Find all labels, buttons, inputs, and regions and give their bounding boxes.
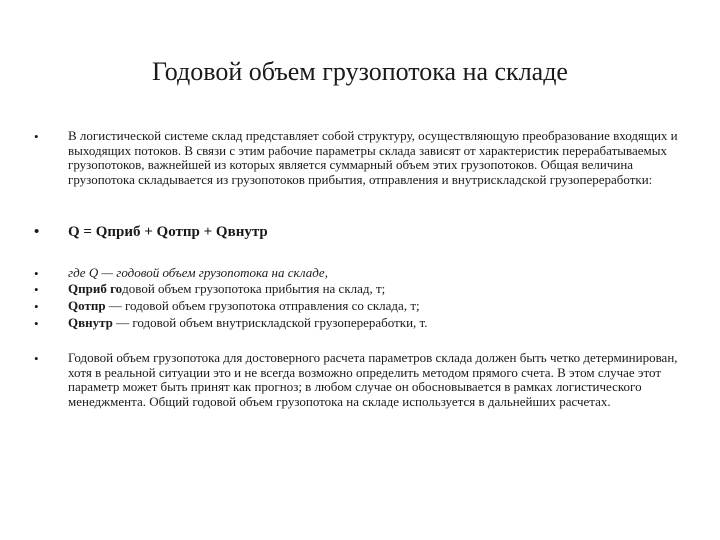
bullet-dot: • xyxy=(34,129,39,144)
definition-rest: довой объем грузопотока прибытия на склад, т; xyxy=(122,281,386,296)
intro-paragraph: В логистической системе склад представляет собой структуру, осуществляющую преобразование входящих и выходящих потоков. В связи с этим рабочие параметры склада зависят от характеристик перерабатываемых грузопотоков, важнейшей из которых является суммарный объем этих грузопотоков. Общая величина грузопотока складывается из грузопотоков прибытия, отправления и внутрискладской грузопереработки: xyxy=(68,128,678,187)
bullet-dot: • xyxy=(34,299,39,314)
bullet-dot: • xyxy=(34,224,40,240)
bullet-intro xyxy=(34,129,684,187)
definition-text xyxy=(68,282,684,297)
bullet-dot: • xyxy=(34,282,39,297)
definition-lead: Qотпр xyxy=(68,298,106,313)
bullet-conclusion xyxy=(34,351,684,409)
bullet-dot: • xyxy=(34,266,39,281)
definition-text xyxy=(68,266,684,281)
conclusion-paragraph: Годовой объем грузопотока для достоверного расчета параметров склада должен быть четко детерминирован, хотя в реальной ситуации это и не всегда возможно определить методом прямого счета. В этом случае этот параметр может быть принят как прогноз; в любом случае он обосновывается в рамках логистического менеджмента. Общий годовой объем грузопотока на складе используется в дальнейших расчетах. xyxy=(68,350,678,409)
bullet-definition-qprib xyxy=(34,282,684,298)
bullet-definition-qotpr xyxy=(34,299,684,315)
definition-text xyxy=(68,316,684,331)
bullet-definition-qvnutr xyxy=(34,316,684,332)
bullet-dot: • xyxy=(34,316,39,331)
slide-title: Годовой объем грузопотока на складе xyxy=(152,57,568,86)
definition-rest: — годовой объем внутрискладской грузопереработки, т. xyxy=(112,315,428,330)
bullet-dot: • xyxy=(34,351,39,366)
definition-rest: — годовой объем грузопотока отправления со склада, т; xyxy=(105,298,420,313)
bullet-definition-q xyxy=(34,266,684,282)
definition-lead: Qвнутр xyxy=(68,315,113,330)
definition-lead: где Q — годовой объем грузопотока на складе, xyxy=(68,265,328,280)
definition-lead: Qприб го xyxy=(68,281,123,296)
bullet-formula xyxy=(34,223,684,241)
formula-text: Q = Qприб + Qотпр + Qвнутр xyxy=(68,224,268,240)
definition-text xyxy=(68,299,684,314)
